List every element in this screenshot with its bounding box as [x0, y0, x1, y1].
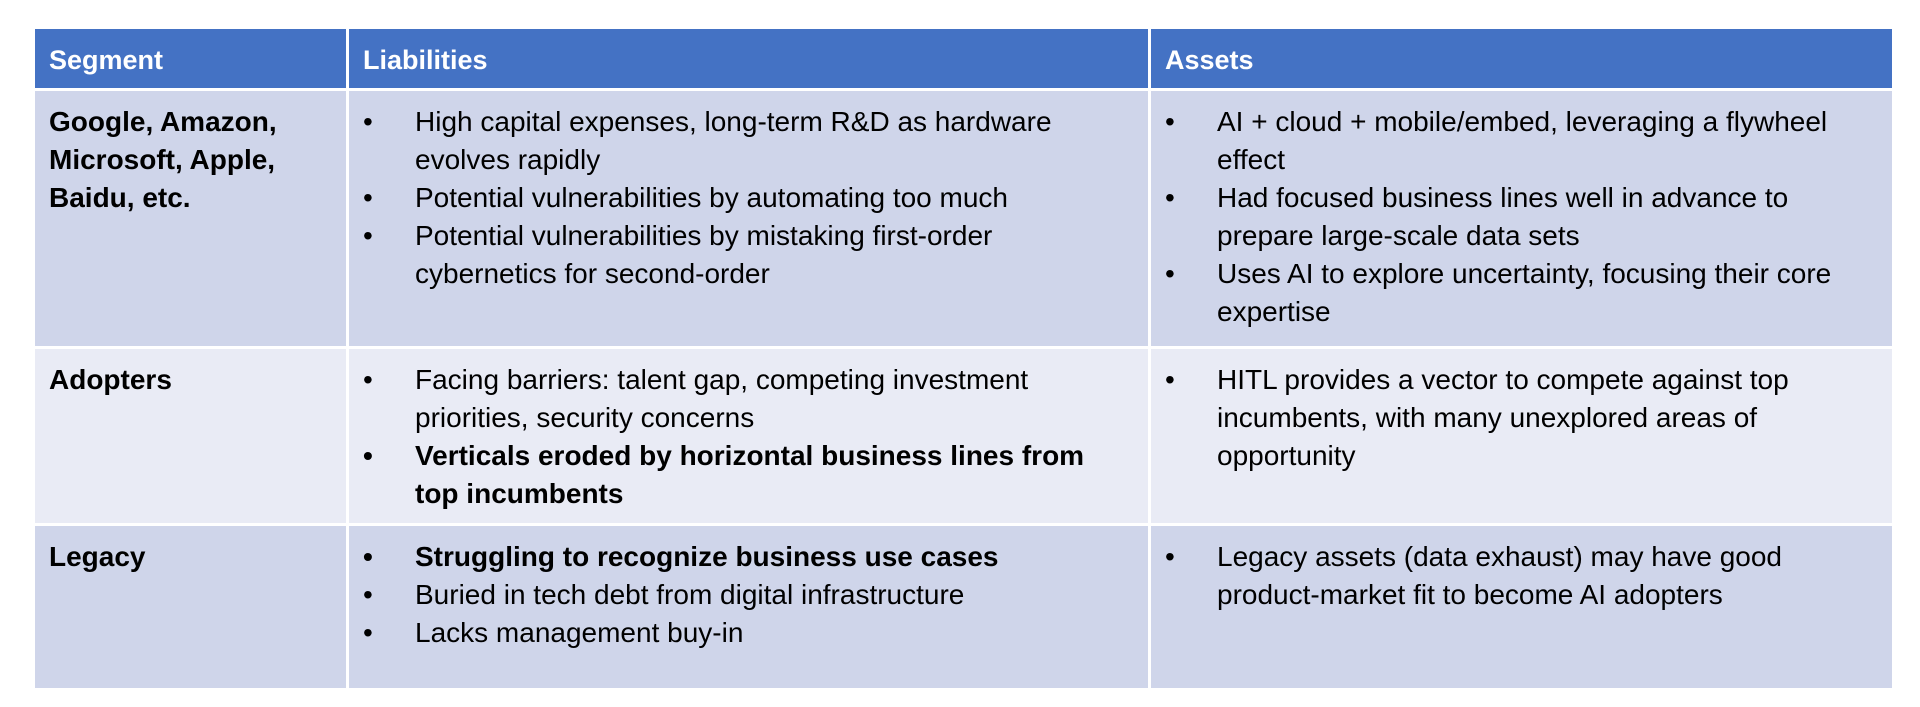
- table-header-row: [34, 28, 1894, 90]
- liabilities-cell: [348, 525, 1150, 690]
- assets-cell: [1150, 525, 1894, 690]
- liabilities-list: [363, 103, 1134, 293]
- bullet-item: • Verticals eroded by horizontal business lines from top incumbents: [363, 437, 1134, 513]
- bullet-item: • Uses AI to explore uncertainty, focusing their core expertise: [1165, 255, 1878, 331]
- bullet-item: • Lacks management buy-in: [363, 614, 1134, 652]
- bullet-item: • Potential vulnerabilities by mistaking first-order cybernetics for second-order: [363, 217, 1134, 293]
- bullet-item: • Had focused business lines well in advance to prepare large-scale data sets: [1165, 179, 1878, 255]
- table-row: [34, 348, 1894, 525]
- bullet-item: • Buried in tech debt from digital infrastructure: [363, 576, 1134, 614]
- bullet-item: • Facing barriers: talent gap, competing investment priorities, security concerns: [363, 361, 1134, 437]
- liabilities-list: [363, 361, 1134, 513]
- bullet-item: • Struggling to recognize business use cases: [363, 538, 1134, 576]
- table-row: [34, 90, 1894, 348]
- assets-cell: [1150, 348, 1894, 525]
- liabilities-cell: [348, 348, 1150, 525]
- assets-list: [1165, 103, 1878, 331]
- header-segment: Segment: [34, 28, 348, 90]
- assets-list: [1165, 538, 1878, 614]
- segment-cell: Legacy: [34, 525, 348, 690]
- bullet-item: • Legacy assets (data exhaust) may have good product-market fit to become AI adopters: [1165, 538, 1878, 614]
- assets-cell: [1150, 90, 1894, 348]
- liabilities-list: [363, 538, 1134, 652]
- segment-cell: Adopters: [34, 348, 348, 525]
- table-row: [34, 525, 1894, 690]
- segment-table: [32, 26, 1895, 691]
- segment-cell: Google, Amazon, Microsoft, Apple, Baidu, etc.: [34, 90, 348, 348]
- header-assets: Assets: [1150, 28, 1894, 90]
- bullet-item: • High capital expenses, long-term R&D as hardware evolves rapidly: [363, 103, 1134, 179]
- header-liabilities: Liabilities: [348, 28, 1150, 90]
- bullet-item: • AI + cloud + mobile/embed, leveraging a flywheel effect: [1165, 103, 1878, 179]
- bullet-item: • HITL provides a vector to compete against top incumbents, with many unexplored areas of opportunity: [1165, 361, 1878, 475]
- liabilities-cell: [348, 90, 1150, 348]
- bullet-item: • Potential vulnerabilities by automating too much: [363, 179, 1134, 217]
- assets-list: [1165, 361, 1878, 475]
